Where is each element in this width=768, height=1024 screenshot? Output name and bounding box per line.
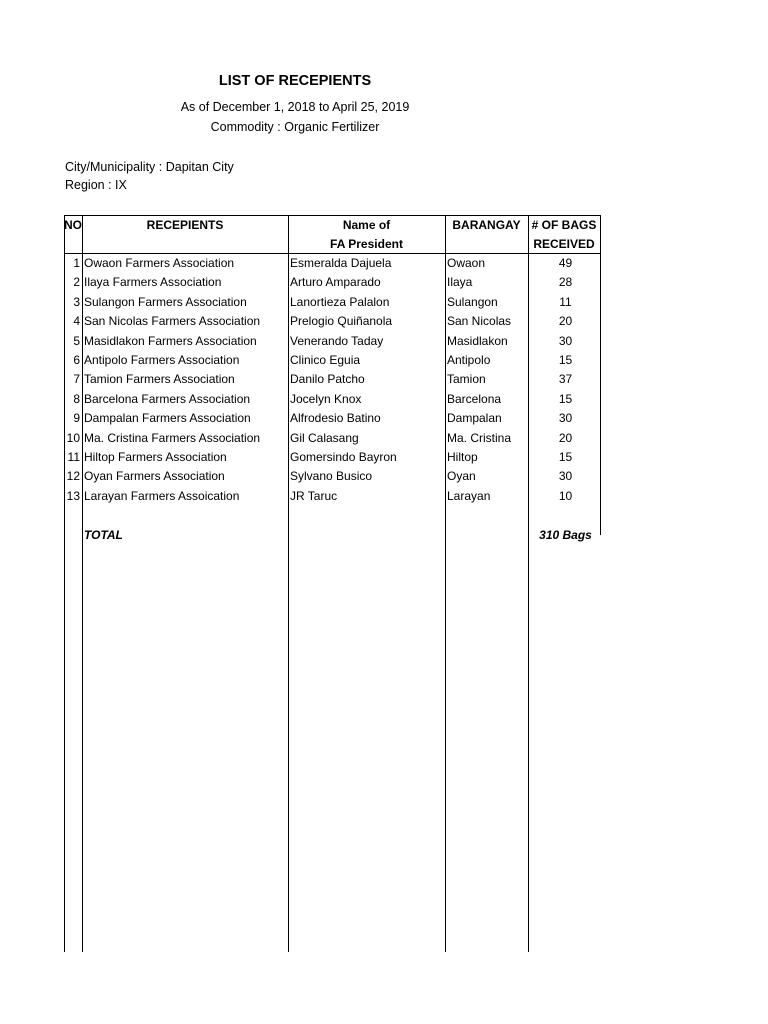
row-president: Alfrodesio Batino bbox=[290, 411, 381, 426]
row-recipient: Sulangon Farmers Association bbox=[84, 294, 247, 309]
row-barangay: Ma. Cristina bbox=[447, 430, 512, 445]
row-recipient: Ilaya Farmers Association bbox=[84, 275, 222, 290]
row-bags: 11 bbox=[559, 294, 572, 309]
row-no: 5 bbox=[73, 333, 80, 348]
row-bags: 15 bbox=[558, 353, 573, 367]
row-president: Gil Calasang bbox=[290, 430, 359, 445]
row-barangay: Barcelona bbox=[447, 391, 502, 406]
row-bags: 30 bbox=[558, 333, 573, 348]
row-president: Sylvano Busico bbox=[290, 469, 373, 484]
row-president: Clinico Eguia bbox=[290, 353, 361, 367]
row-no: 2 bbox=[73, 275, 80, 290]
row-recipient: Owaon Farmers Association bbox=[84, 256, 235, 270]
row-president: Esmeralda Dajuela bbox=[290, 256, 392, 270]
row-recipient: San Nicolas Farmers Association bbox=[84, 314, 261, 329]
row-recipient: Antipolo Farmers Association bbox=[84, 353, 240, 367]
row-bags: 30 bbox=[558, 469, 573, 484]
row-bags: 49 bbox=[558, 256, 573, 270]
row-no: 6 bbox=[73, 353, 80, 367]
row-president: Jocelyn Knox bbox=[290, 391, 362, 406]
recipients-table bbox=[64, 215, 601, 952]
row-recipient: Oyan Farmers Association bbox=[84, 469, 225, 484]
row-no: 3 bbox=[73, 294, 80, 309]
row-recipient: Tamion Farmers Association bbox=[84, 372, 235, 387]
header-no: NO bbox=[64, 218, 82, 232]
row-barangay: Sulangon bbox=[447, 294, 498, 309]
row-barangay: Hiltop bbox=[447, 450, 478, 464]
row-no: 4 bbox=[73, 314, 80, 329]
row-recipient: Barcelona Farmers Association bbox=[84, 391, 251, 406]
row-president: Gomersindo Bayron bbox=[290, 450, 397, 464]
row-recipient: Hiltop Farmers Association bbox=[84, 450, 227, 464]
row-bags: 15 bbox=[558, 450, 573, 464]
row-no: 11 bbox=[67, 450, 80, 464]
row-no: 7 bbox=[73, 372, 80, 387]
header-bags-line2: RECEIVED bbox=[533, 237, 595, 251]
header-president-line2: FA President bbox=[330, 237, 403, 251]
header-president-line1: Name of bbox=[342, 218, 391, 232]
row-president: Lanortieza Palalon bbox=[290, 294, 390, 309]
row-no: 10 bbox=[66, 430, 80, 445]
row-president: Arturo Amparado bbox=[290, 275, 381, 290]
period-line: As of December 1, 2018 to April 25, 2019 bbox=[180, 100, 410, 114]
row-recipient: Masidlakon Farmers Association bbox=[84, 333, 257, 348]
row-barangay: Antipolo bbox=[447, 353, 491, 367]
row-president: Prelogio Quiñanola bbox=[290, 314, 393, 329]
header-bags-line1: # OF BAGS bbox=[531, 218, 597, 232]
row-president: Venerando Taday bbox=[290, 333, 384, 348]
row-barangay: Masidlakon bbox=[447, 333, 508, 348]
region-line: Region : IX bbox=[65, 178, 127, 192]
header-recipients: RECEPIENTS bbox=[146, 218, 224, 232]
row-barangay: Tamion bbox=[447, 372, 486, 387]
row-no: 12 bbox=[66, 469, 80, 484]
row-no: 8 bbox=[73, 391, 80, 406]
row-president: JR Taruc bbox=[290, 488, 338, 503]
row-no: 1 bbox=[73, 256, 80, 270]
row-barangay: Ilaya bbox=[447, 275, 473, 290]
row-bags: 10 bbox=[558, 488, 573, 503]
total-label: TOTAL bbox=[84, 528, 123, 542]
row-barangay: Larayan bbox=[447, 488, 491, 503]
row-recipient: Dampalan Farmers Association bbox=[84, 411, 251, 426]
row-barangay: San Nicolas bbox=[447, 314, 512, 329]
row-barangay: Dampalan bbox=[447, 411, 502, 426]
header-barangay: BARANGAY bbox=[452, 218, 521, 232]
row-bags: 30 bbox=[558, 411, 573, 426]
city-line: City/Municipality : Dapitan City bbox=[65, 160, 234, 174]
total-value: 310 Bags bbox=[539, 528, 592, 542]
row-bags: 37 bbox=[558, 372, 573, 387]
row-bags: 28 bbox=[558, 275, 573, 290]
row-barangay: Owaon bbox=[447, 256, 486, 270]
row-no: 13 bbox=[66, 488, 80, 503]
commodity-line: Commodity : Organic Fertilizer bbox=[210, 120, 380, 134]
row-bags: 20 bbox=[558, 314, 573, 329]
row-president: Danilo Patcho bbox=[290, 372, 365, 387]
row-bags: 15 bbox=[558, 391, 573, 406]
row-recipient: Larayan Farmers Assoication bbox=[84, 488, 240, 503]
row-barangay: Oyan bbox=[447, 469, 476, 484]
row-recipient: Ma. Cristina Farmers Association bbox=[84, 430, 261, 445]
row-no: 9 bbox=[73, 411, 80, 426]
document-title: LIST OF RECEPIENTS bbox=[218, 73, 372, 89]
row-bags: 20 bbox=[558, 430, 573, 445]
